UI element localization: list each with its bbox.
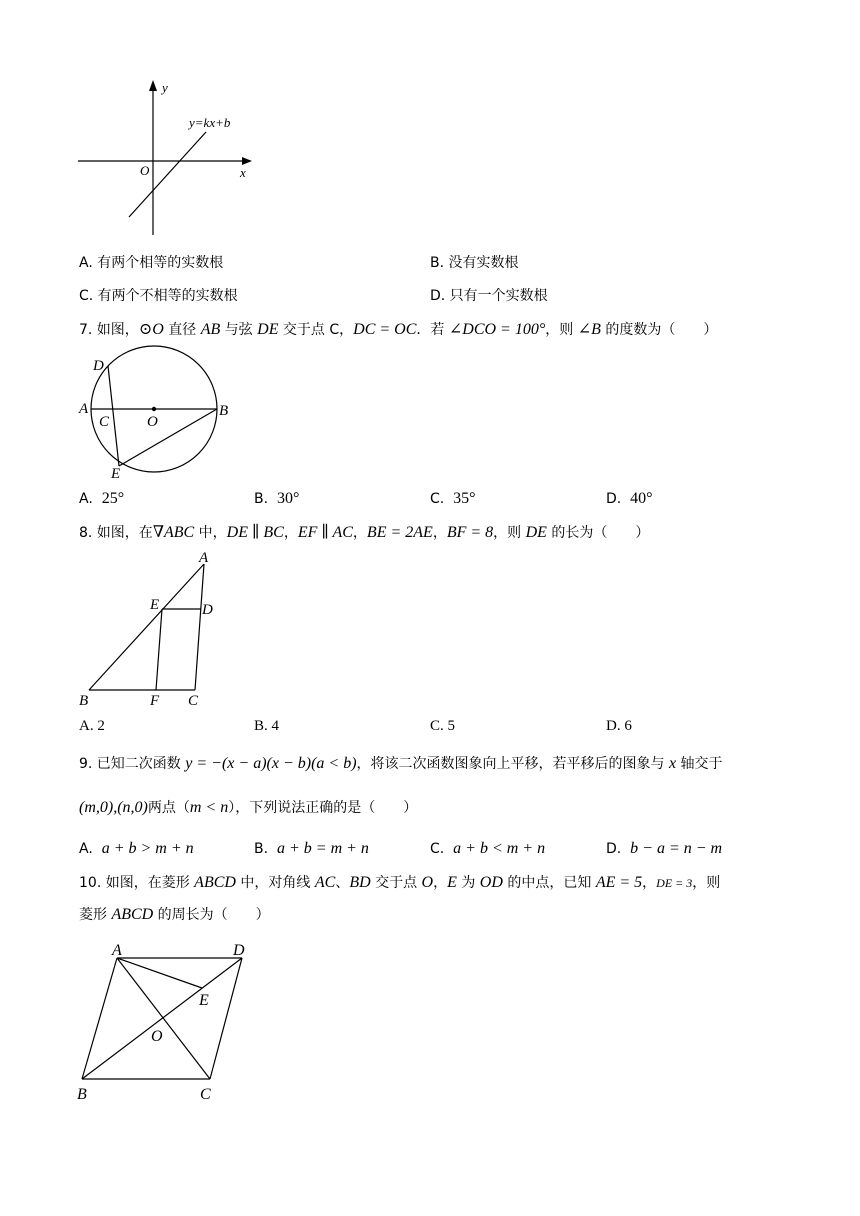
q7-option-d[interactable]: D. 40° bbox=[606, 490, 653, 507]
q10-rhombus-figure bbox=[72, 938, 262, 1108]
q6-option-b[interactable]: B. 没有实数根 bbox=[430, 255, 519, 271]
label-b: B bbox=[79, 693, 89, 709]
label-e: E bbox=[150, 597, 160, 613]
q9-option-a[interactable]: A. a + b > m + n bbox=[79, 840, 194, 857]
label-e: E bbox=[199, 992, 209, 1009]
circle-o: ⊙O bbox=[138, 321, 164, 338]
segment-ae bbox=[117, 958, 202, 988]
label-e: E bbox=[111, 466, 121, 482]
label-o: O bbox=[151, 1028, 163, 1045]
label-c: C bbox=[188, 693, 199, 709]
label-o: O bbox=[147, 414, 158, 430]
q8-triangle-figure bbox=[74, 548, 234, 713]
label-a: A bbox=[79, 401, 89, 417]
diagonal-bd bbox=[82, 958, 242, 1079]
chord-eb bbox=[119, 409, 217, 466]
q6-option-c[interactable]: C. 有两个不相等的实数根 bbox=[79, 288, 238, 304]
q6-option-d[interactable]: D. 只有一个实数根 bbox=[430, 288, 548, 304]
q8-option-b[interactable]: B. 4 bbox=[254, 718, 280, 734]
q10-stem-line1: 10. 如图，在菱形 ABCD 中，对角线 AC、BD 交于点 O，E 为 OD 的中点，已知 AE = 5，DE = 3，则 bbox=[79, 874, 721, 891]
q8-option-a[interactable]: A. 2 bbox=[79, 718, 105, 734]
label-a: A bbox=[199, 550, 209, 566]
q7-circle-figure bbox=[74, 342, 244, 482]
label-f: F bbox=[150, 693, 160, 709]
label-b: B bbox=[77, 1086, 87, 1103]
q7-option-c[interactable]: C. 35° bbox=[430, 490, 476, 507]
label-c: C bbox=[99, 414, 110, 430]
q9-stem-line2: (m,0),(n,0)两点（m < n），下列说法正确的是（ ） bbox=[79, 799, 418, 816]
segment-ef bbox=[156, 609, 162, 690]
q9-option-b[interactable]: B. a + b = m + n bbox=[254, 840, 369, 857]
q8-option-d[interactable]: D. 6 bbox=[606, 718, 632, 734]
label-d: D bbox=[202, 602, 213, 618]
label-c: C bbox=[200, 1086, 211, 1103]
q10-stem-line2: 菱形 ABCD 的周长为（ ） bbox=[79, 906, 270, 923]
y-axis-arrow bbox=[149, 80, 157, 91]
x-axis-arrow bbox=[242, 157, 252, 165]
line-label: y=kx+b bbox=[189, 115, 231, 130]
q7-option-a[interactable]: A. 25° bbox=[79, 490, 125, 507]
side-ac bbox=[195, 564, 204, 690]
label-d: D bbox=[233, 942, 245, 959]
q9-stem-line1: 9. 已知二次函数 y = −(x − a)(x − b)(a < b)，将该二次函数图象向上平移，若平移后的图象与 x 轴交于 bbox=[79, 755, 723, 772]
q6-option-a[interactable]: A. 有两个相等的实数根 bbox=[79, 255, 224, 271]
y-axis-label: y bbox=[162, 80, 168, 95]
diagonal-ac bbox=[117, 958, 210, 1079]
origin-label: O bbox=[140, 163, 150, 178]
label-b: B bbox=[219, 403, 229, 419]
side-ab bbox=[89, 564, 204, 690]
chord-de bbox=[108, 366, 119, 466]
q9-option-c[interactable]: C. a + b < m + n bbox=[430, 840, 546, 857]
q6-graph-figure bbox=[70, 75, 270, 240]
side-ba bbox=[82, 958, 117, 1079]
label-d: D bbox=[93, 358, 104, 374]
label-a: A bbox=[112, 942, 122, 959]
q7-option-b[interactable]: B. 30° bbox=[254, 490, 300, 507]
q8-option-c[interactable]: C. 5 bbox=[430, 718, 456, 734]
x-axis-label: x bbox=[240, 165, 246, 180]
side-dc bbox=[210, 958, 242, 1079]
q7-stem: 7. 如图，⊙O 直径 AB 与弦 DE 交于点 C，DC = OC．若 ∠DCO = 100°，则 ∠B 的度数为（ ） bbox=[79, 321, 718, 338]
center-point bbox=[152, 407, 156, 411]
q9-option-d[interactable]: D. b − a = n − m bbox=[606, 840, 723, 857]
q8-stem: 8. 如图，在∇ABC 中，DE ∥ BC，EF ∥ AC，BE = 2AE，BF = 8，则 DE 的长为（ ） bbox=[79, 524, 650, 541]
